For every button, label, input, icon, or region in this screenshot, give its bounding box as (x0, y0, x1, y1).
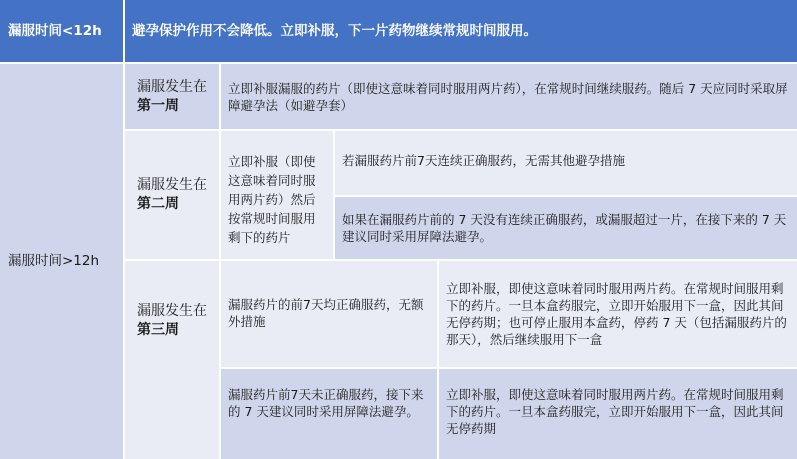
week2-condition-consistent-cell (334, 130, 797, 196)
over-12h-label: 漏服时间>12h (8, 253, 100, 269)
header-under-12h-advice-cell (124, 0, 797, 62)
week2-immediate-action-cell (220, 130, 334, 260)
week2-condition-consistent-text: 若漏服药片前7天连续正确服药，无需其他避孕措施 (342, 153, 625, 168)
week1-label-bold: 第一周 (137, 98, 179, 114)
week2-condition-inconsistent-text: 如果在漏服药片前的 7 天没有连续正确服药，或漏服超过一片，在接下来的 7 天建议同时采用屏障法避孕。 (342, 212, 787, 244)
week3-condition-consistent-cell (220, 260, 438, 368)
week3-label-bold: 第三周 (137, 322, 179, 338)
header-under-12h-cell (0, 0, 124, 62)
week3-condition-consistent-text: 漏服药片的前7天均正确服药，无额外措施 (228, 297, 424, 329)
week1-advice-cell (220, 64, 797, 130)
week3-condition-inconsistent-cell (220, 368, 438, 459)
week3-label-cell (124, 260, 220, 459)
week1-advice-text: 立即补服漏服的药片（即使这意味着同时服用两片药），在常规时间继续服药。随后 7 天应同时采取屏障避孕法（如避孕套） (228, 81, 788, 113)
header-under-12h-advice: 避孕保护作用不会降低。立即补服，下一片药物继续常规时间服用。 (132, 22, 537, 39)
week3-action-inconsistent-cell (438, 368, 797, 459)
week2-label-bold: 第二周 (137, 196, 179, 212)
week3-condition-inconsistent-text: 漏服药片前7天未正确服药，接下来的 7 天建议同时采用屏障法避孕。 (228, 387, 424, 419)
over-12h-cell (0, 64, 124, 459)
week2-immediate-action-text: 立即补服（即使这意味着同时服用两片药）然后按常规时间服用剩下的药片 (228, 154, 316, 245)
week1-label-cell (124, 64, 220, 130)
week3-label-prefix: 漏服发生在第三周 (137, 303, 207, 338)
week1-label-prefix: 漏服发生在第一周 (137, 79, 207, 114)
week2-label-prefix: 漏服发生在第二周 (137, 177, 207, 212)
header-under-12h-label: 漏服时间<12h (8, 22, 102, 39)
week3-action-consistent-text: 立即补服，即使这意味着同时服用两片药。在常规时间服用剩下的药片。一旦本盒药服完，立即开始服用下一盒，因此其间无停药期；也可停止服用本盒药，停药 7 天（包括漏服药片的那天），然后继续服用下一盒 (446, 281, 787, 347)
week2-label-cell (124, 130, 220, 260)
week2-condition-inconsistent-cell (334, 196, 797, 260)
week3-action-inconsistent-text: 立即补服，即使这意味着同时服用两片药。在常规时间服用剩下的药片。一旦本盒药服完，立即开始服用下一盒，因此其间无停药期 (446, 387, 784, 436)
week3-action-consistent-cell (438, 260, 797, 368)
